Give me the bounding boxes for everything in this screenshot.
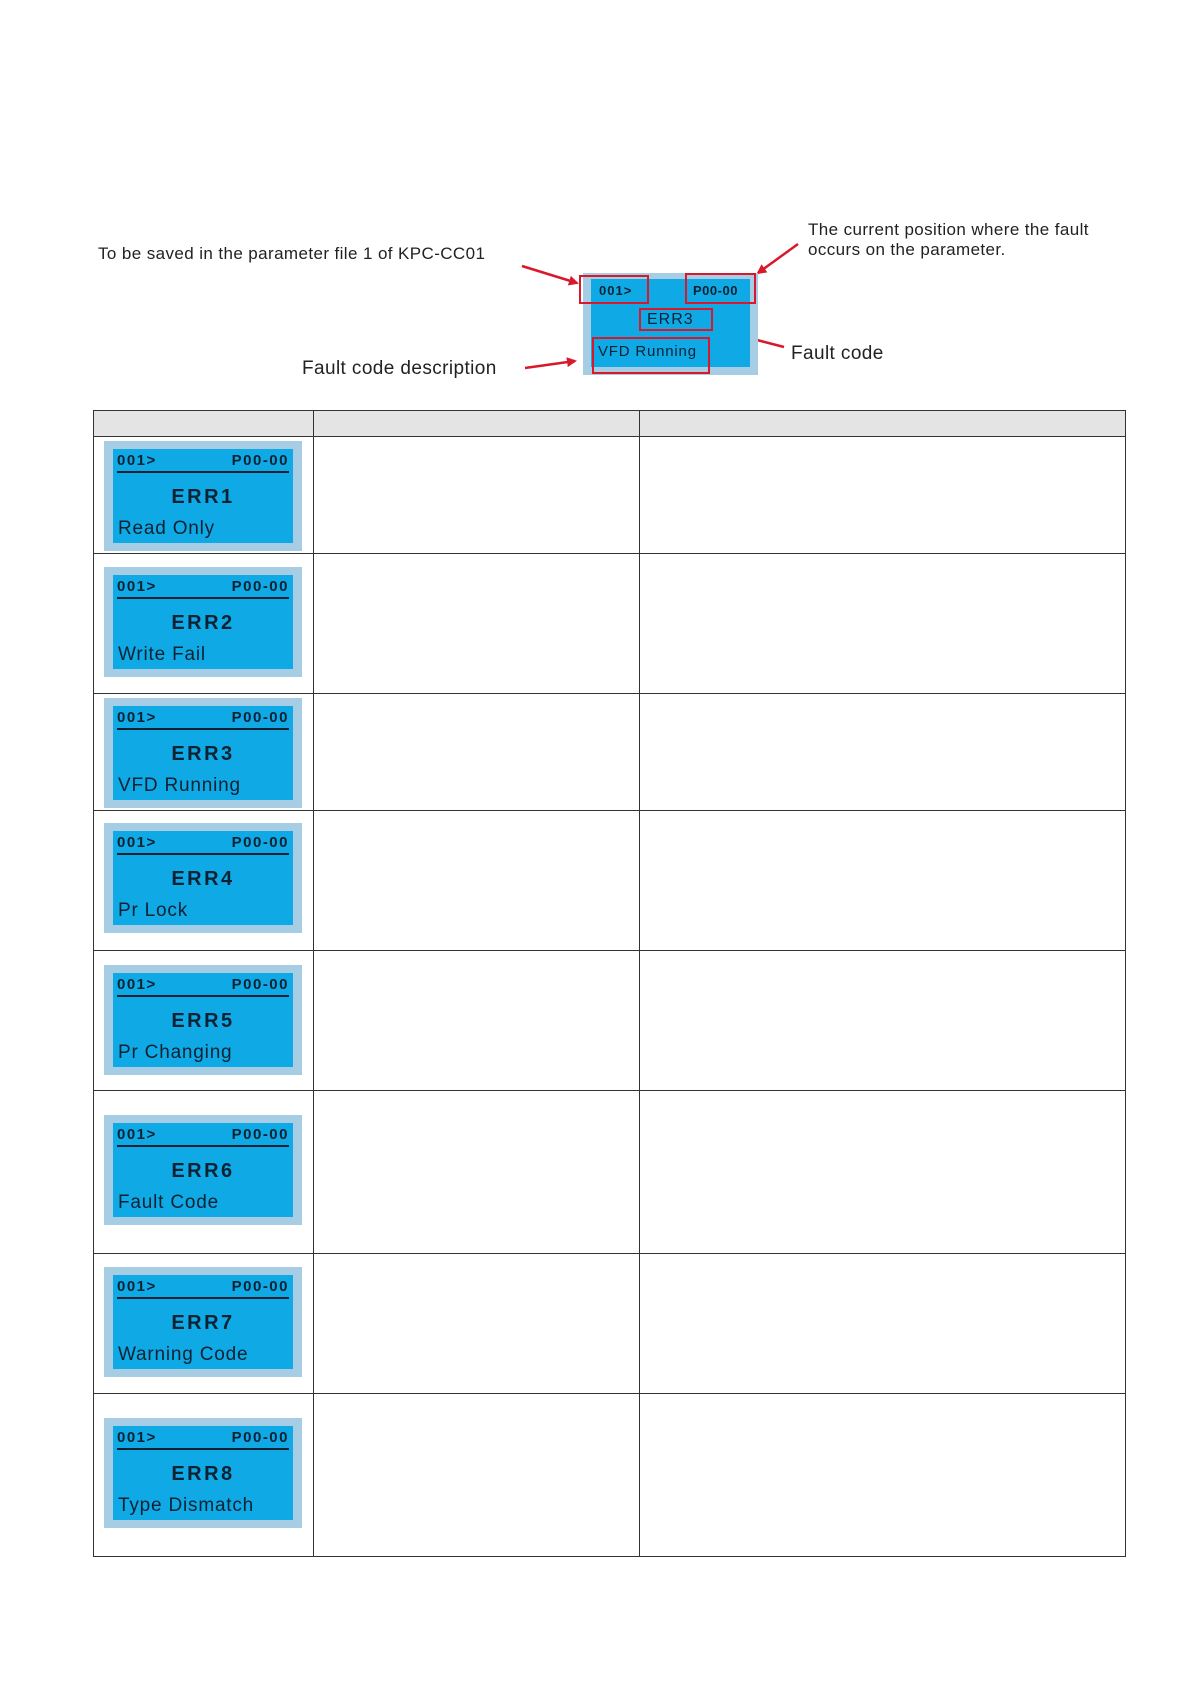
lcd-header-line: [117, 834, 289, 855]
lcd-param-indicator: P00-00: [231, 1126, 289, 1143]
lcd-fault-code: ERR2: [171, 612, 235, 634]
arrow-description: [525, 361, 575, 368]
table-row: [94, 554, 1126, 694]
lcd-header-line: [117, 1278, 289, 1299]
lcd-display: [104, 965, 302, 1075]
example-lcd-display: [583, 273, 758, 375]
highlight-description-box: [592, 337, 710, 374]
description-cell: [314, 1254, 640, 1394]
lcd-display: [104, 567, 302, 677]
lcd-fault-code: ERR8: [171, 1463, 235, 1485]
lcd-param-indicator: P00-00: [231, 1429, 289, 1446]
lcd-file-indicator: 001>: [117, 452, 157, 469]
lcd-fault-code: ERR4: [171, 868, 235, 890]
lcd-fault-code: ERR1: [171, 486, 235, 508]
lcd-file-indicator: 001>: [117, 1429, 157, 1446]
lcd-fault-code: ERR7: [171, 1312, 235, 1334]
lcd-fault-description: Pr Changing: [118, 1042, 233, 1063]
lcd-param-indicator: P00-00: [231, 578, 289, 595]
lcd-fault-code: ERR6: [171, 1160, 235, 1182]
fault-code-label: Fault code: [791, 343, 884, 364]
lcd-fault-description: Fault Code: [118, 1192, 219, 1213]
description-cell: [314, 951, 640, 1091]
lcd-cell: [94, 554, 314, 694]
description-cell: [314, 554, 640, 694]
arrow-param-file: [522, 266, 577, 283]
lcd-header-line: [117, 578, 289, 599]
lcd-cell: [94, 811, 314, 951]
arrow-position: [758, 244, 798, 273]
lcd-display: [104, 823, 302, 933]
lcd-display: [104, 441, 302, 551]
action-cell: [640, 1394, 1126, 1557]
table-row: [94, 1254, 1126, 1394]
lcd-file-indicator: 001>: [117, 709, 157, 726]
action-cell: [640, 1254, 1126, 1394]
table-row: [94, 437, 1126, 554]
description-cell: [314, 694, 640, 811]
lcd-fault-description: Type Dismatch: [118, 1495, 255, 1516]
lcd-param-indicator: P00-00: [231, 976, 289, 993]
lcd-display: [104, 1267, 302, 1377]
lcd-cell: [94, 1394, 314, 1557]
lcd-cell: [94, 1254, 314, 1394]
header-display: [94, 411, 314, 437]
action-cell: [640, 811, 1126, 951]
example-fault-code: ERR3: [647, 311, 694, 328]
lcd-fault-description: Read Only: [118, 518, 215, 539]
lcd-param-indicator: P00-00: [231, 834, 289, 851]
table-row: [94, 694, 1126, 811]
description-cell: [314, 437, 640, 554]
param-file-note: To be saved in the parameter file 1 of KPC-CC01: [98, 244, 486, 263]
table-row: [94, 951, 1126, 1091]
header-description: [314, 411, 640, 437]
example-file-indicator: 001>: [599, 283, 633, 298]
position-note-line2: occurs on the parameter.: [808, 240, 1006, 259]
lcd-cell: [94, 1091, 314, 1254]
description-cell: [314, 1394, 640, 1557]
lcd-cell: [94, 694, 314, 811]
lcd-file-indicator: 001>: [117, 834, 157, 851]
highlight-file-box: [579, 275, 649, 304]
lcd-header-line: [117, 709, 289, 730]
lcd-fault-description: Warning Code: [118, 1344, 249, 1365]
action-cell: [640, 437, 1126, 554]
lcd-header-line: [117, 452, 289, 473]
lcd-fault-description: VFD Running: [118, 775, 241, 796]
highlight-code-box: [639, 308, 713, 331]
table-row: [94, 811, 1126, 951]
lcd-header-line: [117, 1429, 289, 1450]
table-header-row: [94, 411, 1126, 437]
fault-code-table: [93, 410, 1126, 1557]
lcd-fault-description: Pr Lock: [118, 900, 189, 921]
lcd-file-indicator: 001>: [117, 578, 157, 595]
table-row: [94, 1091, 1126, 1254]
action-cell: [640, 554, 1126, 694]
example-fault-description: VFD Running: [598, 343, 697, 360]
highlight-param-box: [685, 273, 756, 304]
lcd-display: [104, 1418, 302, 1528]
lcd-display: [104, 1115, 302, 1225]
header-corrective-action: [640, 411, 1126, 437]
lcd-file-indicator: 001>: [117, 1126, 157, 1143]
lcd-file-indicator: 001>: [117, 976, 157, 993]
lcd-fault-code: ERR5: [171, 1010, 235, 1032]
lcd-header-line: [117, 976, 289, 997]
action-cell: [640, 1091, 1126, 1254]
action-cell: [640, 951, 1126, 1091]
lcd-fault-description: Write Fail: [118, 644, 206, 665]
example-param-indicator: P00-00: [693, 283, 738, 298]
lcd-cell: [94, 437, 314, 554]
lcd-header-line: [117, 1126, 289, 1147]
lcd-cell: [94, 951, 314, 1091]
table-row: [94, 1394, 1126, 1557]
lcd-param-indicator: P00-00: [231, 452, 289, 469]
fault-description-label: Fault code description: [302, 358, 497, 379]
lcd-param-indicator: P00-00: [231, 1278, 289, 1295]
lcd-param-indicator: P00-00: [231, 709, 289, 726]
lcd-display: [104, 698, 302, 808]
description-cell: [314, 1091, 640, 1254]
lcd-fault-code: ERR3: [171, 743, 235, 765]
description-cell: [314, 811, 640, 951]
position-note-line1: The current position where the fault: [808, 220, 1089, 239]
action-cell: [640, 694, 1126, 811]
lcd-file-indicator: 001>: [117, 1278, 157, 1295]
